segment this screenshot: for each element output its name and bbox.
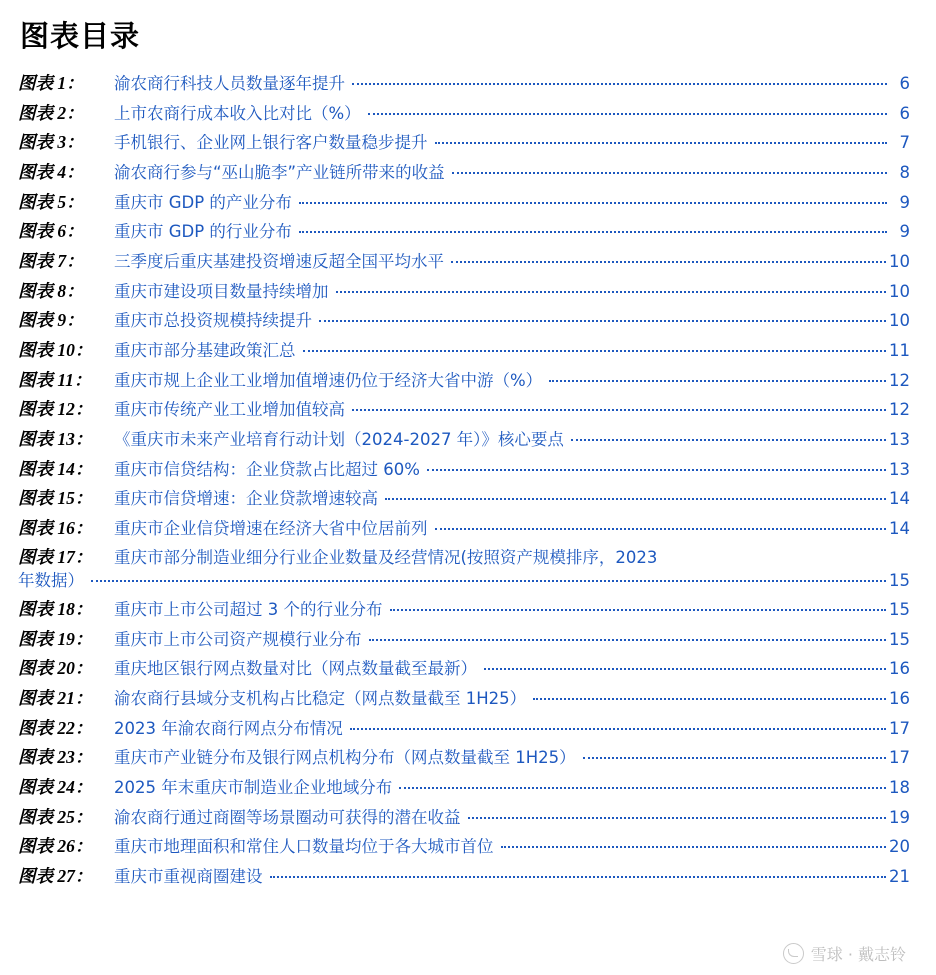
toc-entry[interactable] <box>18 454 910 484</box>
toc-entry-number: 图表 13： <box>18 428 93 449</box>
toc-leader-dots <box>399 786 886 789</box>
toc-entry[interactable] <box>18 188 910 218</box>
toc-entry-label[interactable]: 渝农商行县域分支机构占比稳定（网点数量截至 1H25） <box>114 688 527 708</box>
toc-entry-number: 图表 9： <box>18 310 84 331</box>
toc-entry-page[interactable]: 10 <box>889 311 910 331</box>
toc-entry-number: 图表 20： <box>18 658 93 679</box>
toc-leader-dots <box>350 727 886 730</box>
toc-leader-dots <box>303 349 887 352</box>
toc-entry[interactable] <box>18 69 910 99</box>
toc-entry-page[interactable]: 12 <box>889 400 910 420</box>
toc-entry[interactable] <box>18 684 910 714</box>
toc-entry[interactable] <box>18 158 910 188</box>
toc-entry[interactable] <box>18 365 910 395</box>
toc-entry[interactable] <box>18 595 910 625</box>
toc-entry[interactable] <box>18 743 910 773</box>
toc-entry-label[interactable]: 重庆市传统产业工业增加值较高 <box>114 400 345 420</box>
toc-entry-label[interactable]: 重庆市上市公司资产规模行业分布 <box>114 629 362 649</box>
toc-leader-dots <box>435 141 888 144</box>
toc-entry-number: 图表 10： <box>18 339 93 360</box>
toc-entry-label[interactable]: 渝农商行科技人员数量逐年提升 <box>114 74 345 94</box>
toc-entry-label[interactable]: 重庆市信贷结构：企业贷款占比超过 60% <box>114 459 420 479</box>
toc-entry-label[interactable]: 重庆市产业链分布及银行网点机构分布（网点数量截至 1H25） <box>114 748 576 768</box>
toc-leader-dots <box>435 527 887 530</box>
toc-entry[interactable] <box>18 247 910 277</box>
toc-leader-dots <box>484 667 886 670</box>
toc-entry-label[interactable]: 2023 年渝农商行网点分布情况 <box>114 718 343 738</box>
toc-entry-label[interactable]: 三季度后重庆基建投资增速反超全国平均水平 <box>114 252 444 272</box>
toc-entry-page[interactable]: 14 <box>889 518 910 538</box>
toc-entry-number: 图表 22： <box>18 717 93 738</box>
toc-entry-label[interactable]: 重庆市 GDP 的产业分布 <box>114 192 292 212</box>
toc-leader-dots <box>452 171 887 174</box>
toc-entry-label[interactable]: 渝农商行通过商圈等场景圈动可获得的潜在收益 <box>114 807 461 827</box>
toc-leader-dots <box>319 319 886 322</box>
toc-entry-page[interactable]: 16 <box>889 659 910 679</box>
toc-entry-label[interactable]: 重庆市规上企业工业增加值增速仍位于经济大省中游（%） <box>114 370 543 390</box>
toc-leader-dots <box>533 697 886 700</box>
toc-entry-page[interactable]: 18 <box>889 777 910 797</box>
toc-entry-number: 图表 26： <box>18 836 93 857</box>
toc-entry[interactable] <box>18 862 910 892</box>
toc-entry-number: 图表 7： <box>18 251 84 272</box>
toc-entry[interactable] <box>18 802 910 832</box>
toc-leader-dots <box>549 379 886 382</box>
toc-leader-dots <box>451 260 886 263</box>
toc-entry-label[interactable]: 重庆市 GDP 的行业分布 <box>114 222 292 242</box>
toc-entry-page[interactable]: 20 <box>889 837 910 857</box>
toc-entry-label[interactable]: 重庆市建设项目数量持续增加 <box>114 281 329 301</box>
watermark-text: 雪球 · 戴志铃 <box>810 945 906 964</box>
toc-leader-dots <box>352 82 887 85</box>
toc-leader-dots <box>571 438 886 441</box>
toc-leader-dots <box>368 112 887 115</box>
toc-entry-page[interactable]: 15 <box>889 570 910 590</box>
toc-entry-page[interactable]: 15 <box>889 600 910 620</box>
toc-leader-dots <box>270 875 887 878</box>
toc-entry-label[interactable]: 手机银行、企业网上银行客户数量稳步提升 <box>114 133 428 153</box>
toc-entry-number: 图表 3： <box>18 132 84 153</box>
toc-entry[interactable] <box>18 832 910 862</box>
toc-entry[interactable] <box>18 713 910 743</box>
toc-entry-label[interactable]: 渝农商行参与“巫山脆李”产业链所带来的收益 <box>114 163 445 183</box>
toc-entry-number: 图表 16： <box>18 517 93 538</box>
toc-leader-dots <box>369 638 887 641</box>
toc-entry-page[interactable]: 17 <box>889 748 910 768</box>
toc-entry-label-cont[interactable]: 年数据） <box>18 570 84 590</box>
toc-entry[interactable] <box>18 306 910 336</box>
toc-entry-number: 图表 23： <box>18 747 93 768</box>
toc-leader-dots <box>352 408 886 411</box>
toc-entry-label[interactable]: 重庆市总投资规模持续提升 <box>114 311 312 331</box>
toc-entry-number: 图表 27： <box>18 865 93 886</box>
toc-entry-label[interactable]: 重庆市重视商圈建设 <box>114 866 263 886</box>
toc-entry[interactable] <box>18 217 910 247</box>
toc-entry[interactable] <box>18 276 910 306</box>
toc-entry-page[interactable]: 17 <box>889 718 910 738</box>
toc-entry-page[interactable]: 15 <box>889 629 910 649</box>
toc-leader-dots <box>427 468 886 471</box>
toc-entry[interactable] <box>18 128 910 158</box>
toc-leader-dots <box>390 608 887 611</box>
toc-entry-number: 图表 17： <box>18 547 93 568</box>
toc-entry-page[interactable]: 10 <box>889 252 910 272</box>
toc-entry-number: 图表 18： <box>18 599 93 620</box>
toc-entry-label[interactable]: 重庆地区银行网点数量对比（网点数量截至最新） <box>114 659 477 679</box>
page-title: 图表目录 <box>20 19 141 53</box>
toc-entry[interactable] <box>18 543 910 595</box>
toc-leader-dots <box>299 201 887 204</box>
toc-entry[interactable] <box>18 336 910 366</box>
toc-entry-page[interactable]: 6 <box>899 74 910 94</box>
toc-entry-page[interactable]: 13 <box>889 459 910 479</box>
toc-entry[interactable] <box>18 514 910 544</box>
toc-entry-number: 图表 15： <box>18 488 93 509</box>
toc-entry[interactable] <box>18 484 910 514</box>
toc-entry-number: 图表 1： <box>18 73 84 94</box>
toc-entry[interactable] <box>18 425 910 455</box>
toc-entry-label[interactable]: 上市农商行成本收入比对比（%） <box>114 103 361 123</box>
toc-entry-label[interactable]: 重庆市地理面积和常住人口数量均位于各大城市首位 <box>114 837 494 857</box>
toc-entry-page[interactable]: 9 <box>899 192 910 212</box>
toc-leader-dots <box>468 816 887 819</box>
toc-entry-number: 图表 12： <box>18 399 93 420</box>
toc-entry-page[interactable]: 19 <box>889 807 910 827</box>
toc-entry-number: 图表 11： <box>18 369 92 390</box>
toc-entry[interactable] <box>18 654 910 684</box>
toc-entry-number: 图表 21： <box>18 687 93 708</box>
toc-entry-number: 图表 6： <box>18 221 84 242</box>
toc-entry-number: 图表 14： <box>18 458 93 479</box>
snowball-logo-icon <box>783 943 804 964</box>
toc-entry-number: 图表 24： <box>18 776 93 797</box>
toc-entry-label[interactable]: 重庆市部分制造业细分行业企业数量及经营情况(按照资产规模排序，2023 <box>114 548 658 568</box>
toc-entry-page[interactable]: 6 <box>899 103 910 123</box>
toc-entry[interactable] <box>18 773 910 803</box>
toc-entry-page[interactable]: 21 <box>889 866 910 886</box>
toc-entry-page[interactable]: 16 <box>889 688 910 708</box>
toc-entry-page[interactable]: 13 <box>889 429 910 449</box>
toc-entry-page[interactable]: 14 <box>889 489 910 509</box>
toc-entry-page[interactable]: 7 <box>899 133 910 153</box>
toc-entry-number: 图表 8： <box>18 280 84 301</box>
toc-entry-number: 图表 5： <box>18 191 84 212</box>
toc-entry-page[interactable]: 11 <box>889 340 910 360</box>
toc-entry-number: 图表 19： <box>18 628 93 649</box>
toc-entry[interactable] <box>18 624 910 654</box>
toc-entry-label[interactable]: 《重庆市未来产业培育行动计划（2024-2027 年）》核心要点 <box>114 429 564 449</box>
toc-leader-dots <box>583 756 886 759</box>
toc-entry-label[interactable]: 重庆市企业信贷增速在经济大省中位居前列 <box>114 518 428 538</box>
toc-entry-number: 图表 2： <box>18 102 84 123</box>
toc-leader-dots <box>299 230 887 233</box>
toc-entry-label[interactable]: 重庆市部分基建政策汇总 <box>114 340 296 360</box>
toc-leader-dots <box>385 497 886 500</box>
toc-entry-label[interactable]: 重庆市信贷增速：企业贷款增速较高 <box>114 489 378 509</box>
toc-leader-dots <box>501 845 887 848</box>
table-of-contents <box>18 69 910 891</box>
toc-entry-page[interactable]: 8 <box>899 163 910 183</box>
toc-entry[interactable] <box>18 395 910 425</box>
toc-leader-dots <box>91 579 886 582</box>
toc-entry[interactable] <box>18 99 910 129</box>
toc-leader-dots <box>336 290 887 293</box>
toc-entry-page[interactable]: 12 <box>889 370 910 390</box>
toc-entry-page[interactable]: 9 <box>899 222 910 242</box>
toc-entry-label[interactable]: 重庆市上市公司超过 3 个的行业分布 <box>114 600 383 620</box>
watermark <box>783 942 906 965</box>
toc-entry-number: 图表 25： <box>18 806 93 827</box>
toc-entry-number: 图表 4： <box>18 162 84 183</box>
toc-entry-label[interactable]: 2025 年末重庆市制造业企业地域分布 <box>114 777 393 797</box>
toc-entry-page[interactable]: 10 <box>889 281 910 301</box>
